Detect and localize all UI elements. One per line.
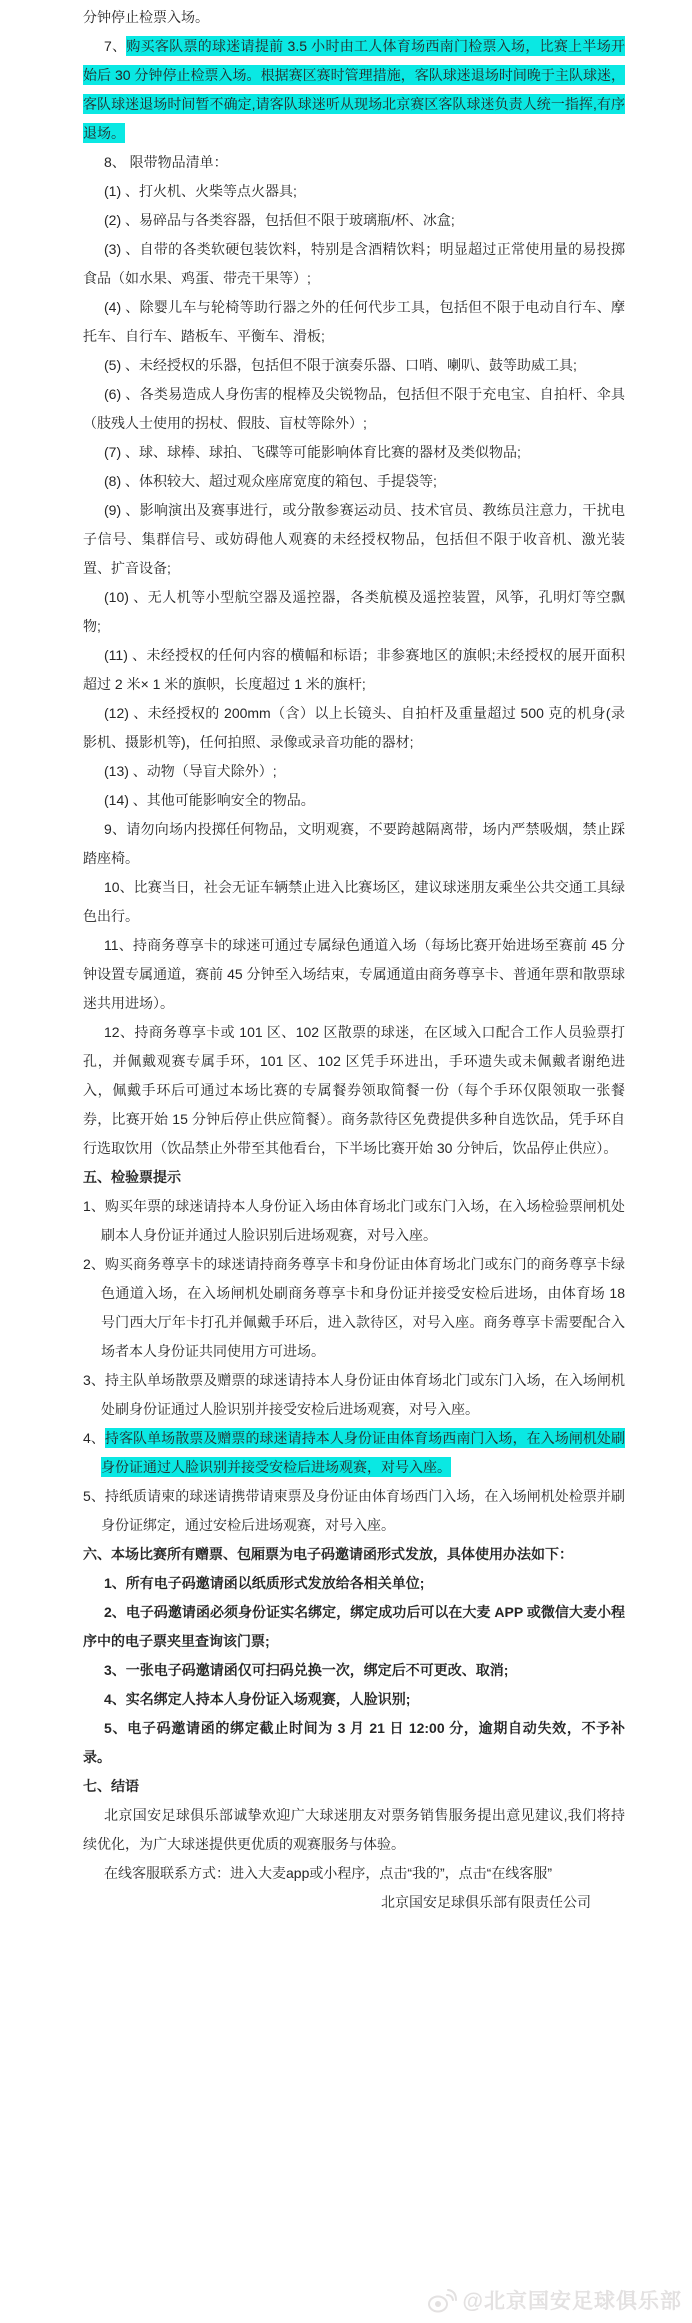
ticket-check-item-1: 1、购买年票的球迷请持本人身份证入场由体育场北门或东门入场，在入场检验票闸机处刷本人身份证并通过人脸识别后进场观赛，对号入座。 [83, 1198, 625, 1243]
invite-code-item-4: 4、实名绑定人持本人身份证入场观赛，人脸识别; [104, 1691, 411, 1707]
section-6-heading: 六、本场比赛所有赠票、包厢票为电子码邀请函形式发放，具体使用办法如下： [83, 1546, 573, 1562]
prohibited-item-12: (12) 、未经授权的 200mm（含）以上长镜头、自拍杆及重量超过 500 克的机身(录影机、摄影机等)，任何拍照、录像或录音功能的器材; [83, 705, 625, 750]
prohibited-item-1: (1) 、打火机、火柴等点火器具; [104, 183, 297, 199]
clause-8-prohibited-items-title: 8、 限带物品清单： [104, 154, 228, 170]
clause-9: 9、请勿向场内投掷任何物品，文明观赛，不要跨越隔离带，场内严禁吸烟，禁止踩踏座椅。 [83, 821, 625, 866]
weibo-watermark [427, 2285, 682, 2315]
customer-service-line: 在线客服联系方式：进入大麦app或小程序，点击“我的”，点击“在线客服” [104, 1865, 553, 1881]
company-signature: 北京国安足球俱乐部有限责任公司 [381, 1894, 591, 1910]
prohibited-item-9: (9) 、影响演出及赛事进行，或分散参赛运动员、技术官员、教练员注意力，干扰电子信号、集群信号、或妨碍他人观赛的未经授权物品，包括但不限于收音机、激光装置、扩音设备; [83, 502, 625, 576]
prohibited-item-6: (6) 、各类易造成人身伤害的棍棒及尖锐物品，包括但不限于充电宝、自拍杆、伞具（肢残人士使用的拐杖、假肢、盲杖等除外）; [83, 386, 625, 431]
prohibited-item-3: (3) 、自带的各类软硬包装饮料，特别是含酒精饮料；明显超过正常使用量的易投掷食品（如水果、鸡蛋、带壳干果等）; [83, 241, 625, 286]
clause-10: 10、比赛当日，社会无证车辆禁止进入比赛场区，建议球迷朋友乘坐公共交通工具绿色出行。 [83, 879, 625, 924]
prohibited-item-2: (2) 、易碎品与各类容器，包括但不限于玻璃瓶/杯、冰盒; [104, 212, 455, 228]
invite-code-item-5: 5、电子码邀请函的绑定截止时间为 3 月 21 日 12:00 分，逾期自动失效，不予补录。 [83, 1720, 625, 1765]
prohibited-item-14: (14) 、其他可能影响安全的物品。 [104, 792, 315, 808]
clause-7-highlight: 购买客队票的球迷请提前 3.5 小时由工人体育场西南门检票入场，比赛上半场开始后 30 分钟停止检票入场。根据赛区赛时管理措施，客队球迷退场时间晚于主队球迷，客队球迷退场时间暂不确定,请客队球迷听从现场北京赛区客队球迷负责人统一指挥,有序退场。 [83, 38, 625, 141]
invite-code-item-1: 1、所有电子码邀请函以纸质形式发放给各相关单位; [104, 1575, 425, 1591]
section-7-heading: 七、结语 [83, 1778, 139, 1794]
clause-continuation: 分钟停止检票入场。 [83, 9, 209, 25]
clause-12: 12、持商务尊享卡或 101 区、102 区散票的球迷，在区域入口配合工作人员验票打孔，并佩戴观赛专属手环，101 区、102 区凭手环进出，手环遗失或未佩戴者谢绝进入，佩戴手环后可通过本场比赛的专属餐券领取简餐一份（每个手环仅限领取一张餐券，比赛开始 15 分钟后停止供应简餐）。商务款待区免费提供多种自选饮品，凭手环自行选取饮用（饮品禁止外带至其他看台，下半场比赛开始 30 分钟后，饮品停止供应）。 [83, 1024, 625, 1156]
ticket-check-item-4-number: 4、 [83, 1430, 105, 1446]
invite-code-item-2: 2、电子码邀请函必须身份证实名绑定，绑定成功后可以在大麦 APP 或微信大麦小程序中的电子票夹里查询该门票; [83, 1604, 625, 1649]
ticket-check-item-2: 2、购买商务尊享卡的球迷请持商务尊享卡和身份证由体育场北门或东门的商务尊享卡绿色通道入场，在入场闸机处刷商务尊享卡和身份证并接受安检后进场，由体育场 18 号门西大厅年卡打孔并佩戴手环后，进入款待区，对号入座。商务尊享卡需要配合入场者本人身份证共同使用方可进场。 [83, 1256, 625, 1359]
weibo-watermark-text: @北京国安足球俱乐部 [462, 2290, 682, 2313]
ticket-check-item-4-highlight: 持客队单场散票及赠票的球迷请持本人身份证由体育场西南门入场，在入场闸机处刷身份证通过人脸识别并接受安检后进场观赛，对号入座。 [101, 1430, 625, 1475]
prohibited-item-10: (10) 、无人机等小型航空器及遥控器，各类航模及遥控装置，风筝，孔明灯等空飘物; [83, 589, 625, 634]
clause-7-number: 7、 [104, 38, 127, 54]
prohibited-item-7: (7) 、球、球棒、球拍、飞碟等可能影响体育比赛的器材及类似物品; [104, 444, 521, 460]
ticket-check-item-5: 5、持纸质请柬的球迷请携带请柬票及身份证由体育场西门入场，在入场闸机处检票并刷身份证绑定，通过安检后进场观赛，对号入座。 [83, 1488, 625, 1533]
ticket-check-item-4 [83, 1424, 625, 1482]
ticket-check-item-3: 3、持主队单场散票及赠票的球迷请持本人身份证由体育场北门或东门入场，在入场闸机处刷身份证通过人脸识别并接受安检后进场观赛，对号入座。 [83, 1372, 625, 1417]
closing-paragraph: 北京国安足球俱乐部诚挚欢迎广大球迷朋友对票务销售服务提出意见建议,我们将持续优化，为广大球迷提供更优质的观赛服务与体验。 [83, 1807, 625, 1852]
prohibited-item-5: (5) 、未经授权的乐器，包括但不限于演奏乐器、口哨、喇叭、鼓等助威工具; [104, 357, 577, 373]
prohibited-item-11: (11) 、未经授权的任何内容的横幅和标语；非参赛地区的旗帜;未经授权的展开面积超过 2 米× 1 米的旗帜，长度超过 1 米的旗杆; [83, 647, 625, 692]
clause-11: 11、持商务尊享卡的球迷可通过专属绿色通道入场（每场比赛开始进场至赛前 45 分钟设置专属通道，赛前 45 分钟至入场结束，专属通道由商务尊享卡、普通年票和散票球迷共用进场）。 [83, 937, 625, 1011]
weibo-icon [427, 2287, 457, 2313]
clause-7-away-fans [83, 32, 625, 148]
section-5-heading: 五、检验票提示 [83, 1169, 181, 1185]
prohibited-item-13: (13) 、动物（导盲犬除外）; [104, 763, 277, 779]
prohibited-item-4: (4) 、除婴儿车与轮椅等助行器之外的任何代步工具，包括但不限于电动自行车、摩托车、自行车、踏板车、平衡车、滑板; [83, 299, 625, 344]
prohibited-item-8: (8) 、体积较大、超过观众座席宽度的箱包、手提袋等; [104, 473, 437, 489]
invite-code-item-3: 3、一张电子码邀请函仅可扫码兑换一次，绑定后不可更改、取消; [104, 1662, 509, 1678]
